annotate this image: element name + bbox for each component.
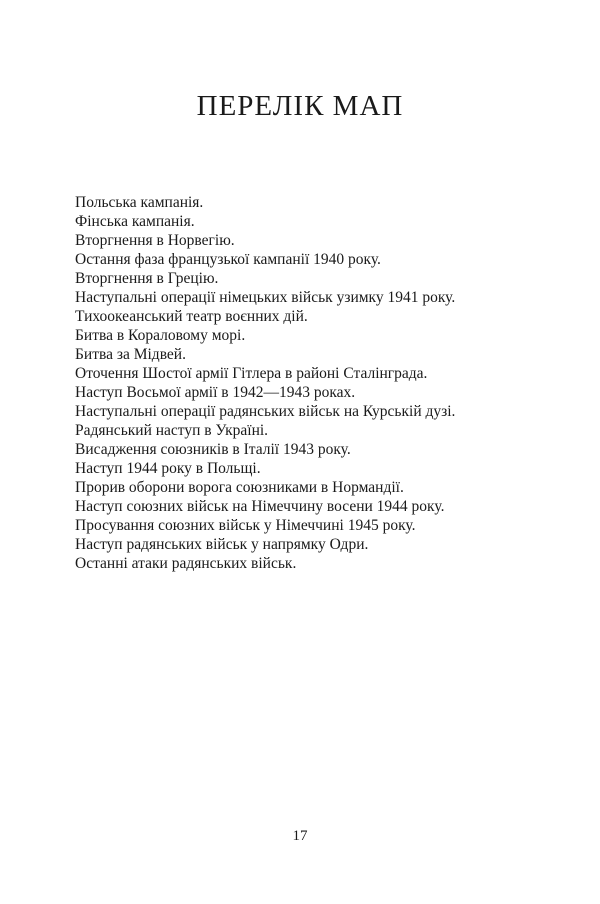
list-item: Прорив оборони ворога союзниками в Нормандії. [75,479,404,496]
page-number: 17 [292,828,308,844]
list-item: Фінська кампанія. [75,213,195,230]
page-title: ПЕРЕЛІК МАП [196,90,404,122]
list-item: Просування союзних військ у Німеччині 1945 року. [75,517,416,534]
list-item: Висадження союзників в Італії 1943 року. [75,441,351,458]
list-item: Наступ союзних військ на Німеччину восени 1944 року. [75,498,445,515]
map-list [75,193,455,573]
list-item: Останні атаки радянських військ. [75,555,297,572]
list-item: Наступ 1944 року в Польщі. [75,460,261,477]
list-item: Наступальні операції радянських військ на Курській дузі. [75,403,456,420]
list-item: Радянський наступ в Україні. [75,422,269,439]
list-item: Польська кампанія. [75,194,204,211]
list-item: Тихоокеанський театр воєнних дій. [75,308,308,325]
list-item: Остання фаза французької кампанії 1940 року. [75,251,381,268]
list-item: Битва в Кораловому морі. [75,327,246,344]
list-item: Оточення Шостої армії Гітлера в районі Сталінграда. [75,365,428,382]
list-item: Наступальні операції німецьких військ узимку 1941 року. [75,289,456,306]
list-item: Вторгнення в Грецію. [75,270,219,287]
list-item: Вторгнення в Норвегію. [75,232,235,249]
list-item: Битва за Мідвей. [75,346,186,363]
list-item: Наступ Восьмої армії в 1942—1943 роках. [75,384,356,401]
list-item: Наступ радянських військ у напрямку Одри. [75,536,369,553]
